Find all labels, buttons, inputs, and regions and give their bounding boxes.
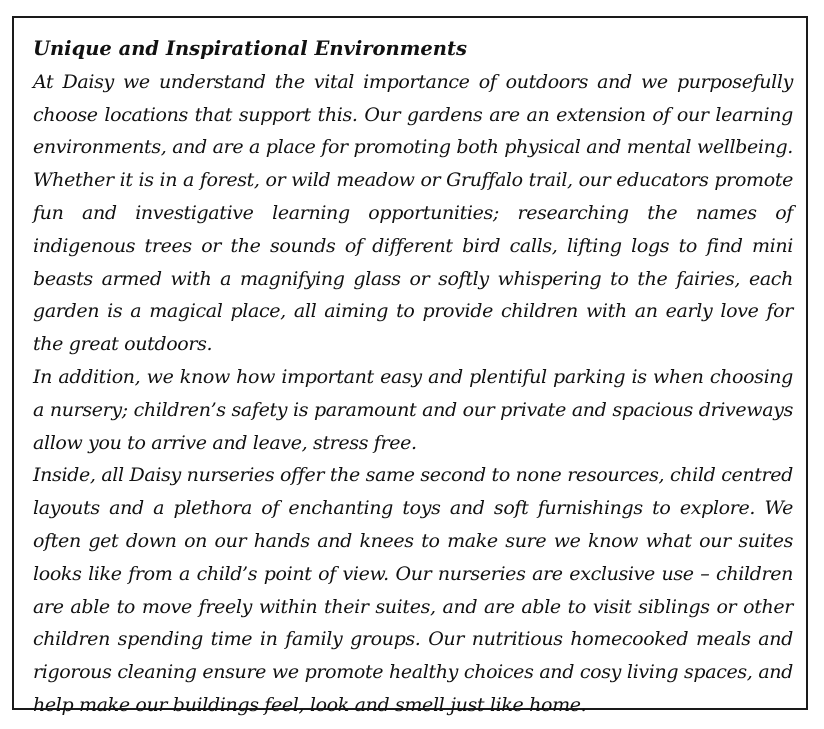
paragraph-inside: Inside, all Daisy nurseries offer the same second to none resources, child centred layouts and a plethora of enchanting toys and soft furnishings to explore. We often get down on our hands and knees to make sure we know what our suites looks like from a child’s point of view. Our nurseries are exclusive use – children are able to move freely within their suites, and are able to visit siblings or other children spending time in family groups. Our nutritious homecooked meals and rigorous cleaning ensure we promote healthy choices and cosy living spaces, and help make our buildings feel, look and smell just like home. xyxy=(33,464,793,716)
paragraph-outdoors: At Daisy we understand the vital importance of outdoors and we purposefully choose locations that support this. Our gardens are an extension of our learning environments, and are a place for promoting both physical and mental wellbeing. Whether it is in a forest, or wild meadow or Gruffalo trail, our educators promote fun and investigative learning opportunities; researching the names of indigenous trees or the sounds of different bird calls, lifting logs to find mini beasts armed with a magnifying glass or softly whispering to the fairies, each garden is a magical place, all aiming to provide children with an early love for the great outdoors. xyxy=(33,70,793,356)
text-box xyxy=(12,16,808,716)
section-heading: Unique and Inspirational Environments xyxy=(33,37,467,60)
paragraph-parking: In addition, we know how important easy and plentiful parking is when choosing a nursery; children’s safety is paramount and our private and spacious driveways allow you to arrive and leave, stress free. xyxy=(33,365,793,454)
text-box-content xyxy=(33,33,793,722)
